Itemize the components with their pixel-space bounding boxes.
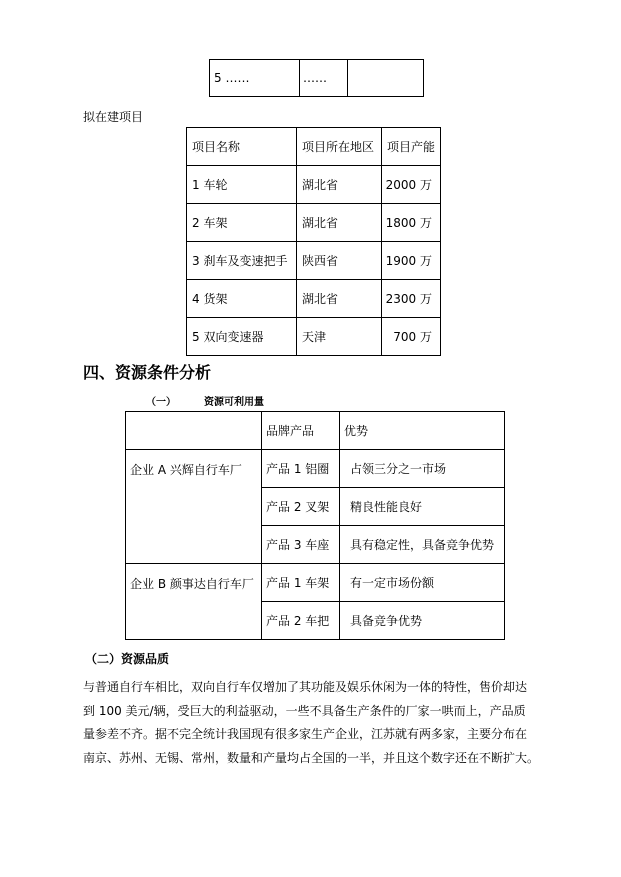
section-heading: 四、资源条件分析 xyxy=(83,363,212,382)
product-cell: 产品 2 叉架 xyxy=(262,488,340,526)
advantage-cell: 具有稳定性，具备竞争优势 xyxy=(340,526,505,564)
column-header: 项目产能 xyxy=(382,128,441,166)
subsection-number: （一） xyxy=(146,397,176,408)
project-region: 天津 xyxy=(297,318,382,356)
advantage-cell: 有一定市场份额 xyxy=(340,564,505,602)
project-region: 湖北省 xyxy=(297,280,382,318)
project-capacity: 2000 万 xyxy=(382,166,441,204)
table-row xyxy=(126,450,505,488)
column-header xyxy=(126,412,262,450)
table-header-row xyxy=(187,128,441,166)
paragraph-line: 到 100 美元/辆，受巨大的利益驱动，一些不具备生产条件的厂家一哄而上，产品质 xyxy=(83,703,526,718)
subsection-heading: （二）资源品质 xyxy=(85,652,170,666)
project-capacity: 700 万 xyxy=(382,318,441,356)
project-region: 陕西省 xyxy=(297,242,382,280)
table-row xyxy=(187,166,441,204)
paragraph-line: 与普通自行车相比，双向自行车仅增加了其功能及娱乐休闲为一体的特性，售价却达 xyxy=(83,680,528,694)
project-name: 4 货架 xyxy=(187,280,297,318)
product-cell: 产品 1 铝圈 xyxy=(262,450,340,488)
table-row xyxy=(187,280,441,318)
planned-projects-label: 拟在建项目 xyxy=(83,110,144,124)
body-paragraph xyxy=(83,676,563,770)
planned-projects-table xyxy=(186,127,441,356)
project-capacity: 1900 万 xyxy=(382,242,441,280)
advantage-cell: 精良性能良好 xyxy=(340,488,505,526)
previous-table-fragment xyxy=(209,59,424,97)
column-header: 项目名称 xyxy=(187,128,297,166)
enterprise-cell: 企业 B 颜事达自行车厂 xyxy=(126,564,262,640)
project-name: 2 车架 xyxy=(187,204,297,242)
resources-table xyxy=(125,411,505,640)
table-row xyxy=(187,242,441,280)
advantage-cell: 占领三分之一市场 xyxy=(340,450,505,488)
table-cell: 5 …… xyxy=(210,60,300,97)
product-cell: 产品 3 车座 xyxy=(262,526,340,564)
advantage-cell: 具备竞争优势 xyxy=(340,602,505,640)
project-region: 湖北省 xyxy=(297,204,382,242)
paragraph-line: 南京、苏州、无锡、常州，数量和产量均占全国的一半，并且这个数字还在不断扩大。 xyxy=(83,750,540,765)
subsection-heading xyxy=(146,393,264,408)
project-name: 1 车轮 xyxy=(187,166,297,204)
product-cell: 产品 2 车把 xyxy=(262,602,340,640)
table-row xyxy=(210,60,424,97)
paragraph-line: 量参差不齐。据不完全统计我国现有很多家生产企业，江苏就有两多家，主要分布在 xyxy=(83,727,528,741)
project-name: 3 刹车及变速把手 xyxy=(187,242,297,280)
column-header: 优势 xyxy=(340,412,505,450)
subsection-title: 资源可利用量 xyxy=(204,397,264,408)
table-row xyxy=(126,564,505,602)
table-cell xyxy=(348,60,424,97)
column-header: 品牌产品 xyxy=(262,412,340,450)
project-capacity: 1800 万 xyxy=(382,204,441,242)
project-capacity: 2300 万 xyxy=(382,280,441,318)
product-cell: 产品 1 车架 xyxy=(262,564,340,602)
table-cell: …… xyxy=(300,60,348,97)
enterprise-cell: 企业 A 兴辉自行车厂 xyxy=(126,450,262,564)
table-header-row xyxy=(126,412,505,450)
project-region: 湖北省 xyxy=(297,166,382,204)
column-header: 项目所在地区 xyxy=(297,128,382,166)
project-name: 5 双向变速器 xyxy=(187,318,297,356)
table-row xyxy=(187,204,441,242)
table-row xyxy=(187,318,441,356)
